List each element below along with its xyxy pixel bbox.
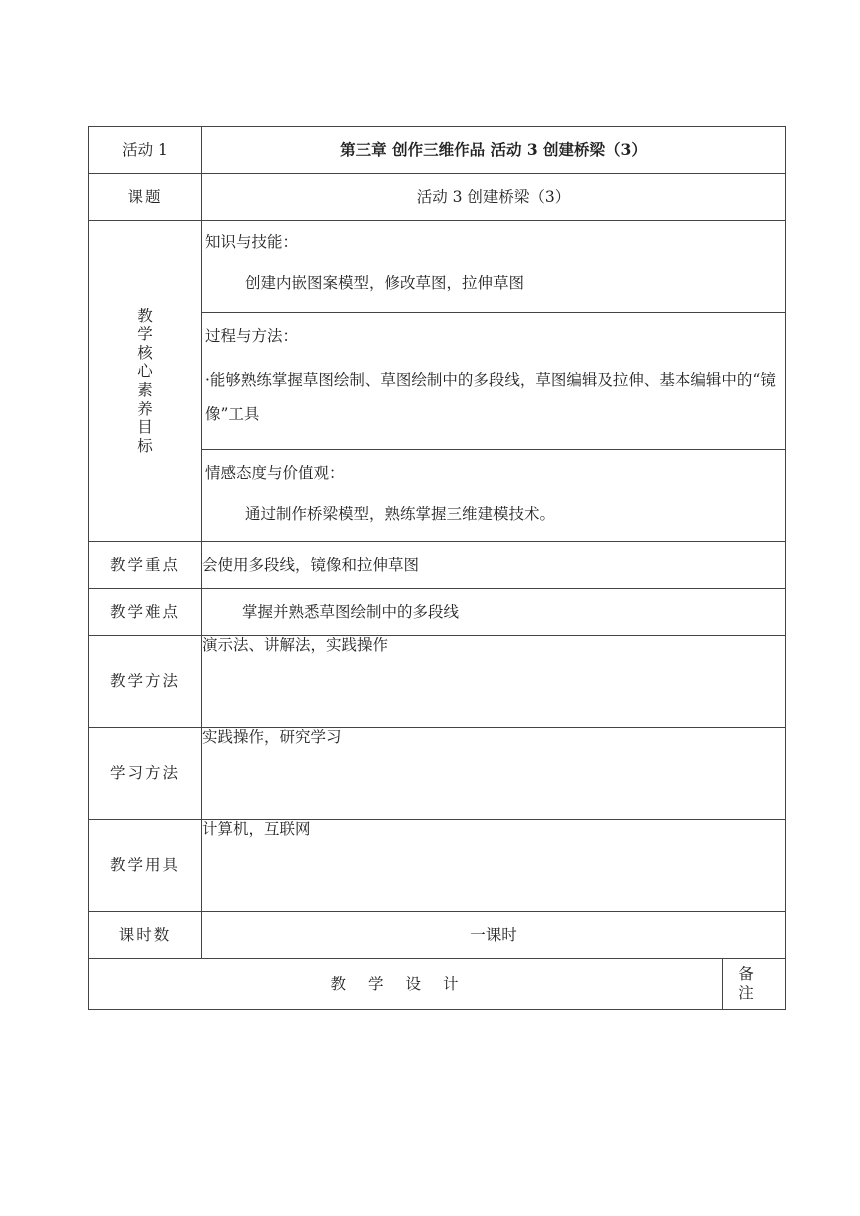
activity-label: 活动 1 [89,127,202,174]
topic-value: 活动 3 创建桥梁（3） [202,174,786,221]
goals-knowledge-row [89,221,786,313]
emotion-cell [202,450,786,542]
difficulties-label: 教学难点 [89,589,202,636]
core-goals-label: 教 学 核 心 素 养 目 标 [89,221,202,542]
topic-row [89,174,786,221]
learning-methods-value: 实践操作，研究学习 [202,728,786,820]
process-heading: 过程与方法： [205,327,299,345]
process-text: ·能够熟练掌握草图绘制、草图绘制中的多段线，草图编辑及拉伸、基本编辑中的“镜像”工具 [205,370,776,423]
knowledge-text: 创建内嵌图案模型，修改草图，拉伸草图 [245,273,525,292]
lesson-plan-table [88,126,786,1010]
difficulties-value: 掌握并熟悉草图绘制中的多段线 [202,589,786,636]
tools-value: 计算机，互联网 [202,820,786,912]
tools-row [89,820,786,912]
remarks-label: 备注 [723,959,786,1010]
teaching-methods-label: 教学方法 [89,636,202,728]
process-cell [202,313,786,450]
key-points-row [89,542,786,589]
knowledge-heading: 知识与技能： [205,233,299,251]
footer-row [89,959,786,1010]
key-points-value: 会使用多段线，镜像和拉伸草图 [202,542,786,589]
hours-value: 一课时 [202,912,786,959]
chapter-title: 第三章 创作三维作品 活动 3 创建桥梁（3） [202,127,786,174]
header-row [89,127,786,174]
teaching-methods-value: 演示法、讲解法，实践操作 [202,636,786,728]
learning-methods-label: 学习方法 [89,728,202,820]
emotion-text: 通过制作桥梁模型，熟练掌握三维建模技术。 [245,504,556,523]
hours-label: 课时数 [89,912,202,959]
topic-label: 课题 [89,174,202,221]
knowledge-cell [202,221,786,313]
hours-row [89,912,786,959]
design-label: 教学设计 [89,959,723,1010]
difficulties-row [89,589,786,636]
learning-methods-row [89,728,786,820]
teaching-methods-row [89,636,786,728]
emotion-heading: 情感态度与价值观： [205,464,345,482]
key-points-label: 教学重点 [89,542,202,589]
tools-label: 教学用具 [89,820,202,912]
